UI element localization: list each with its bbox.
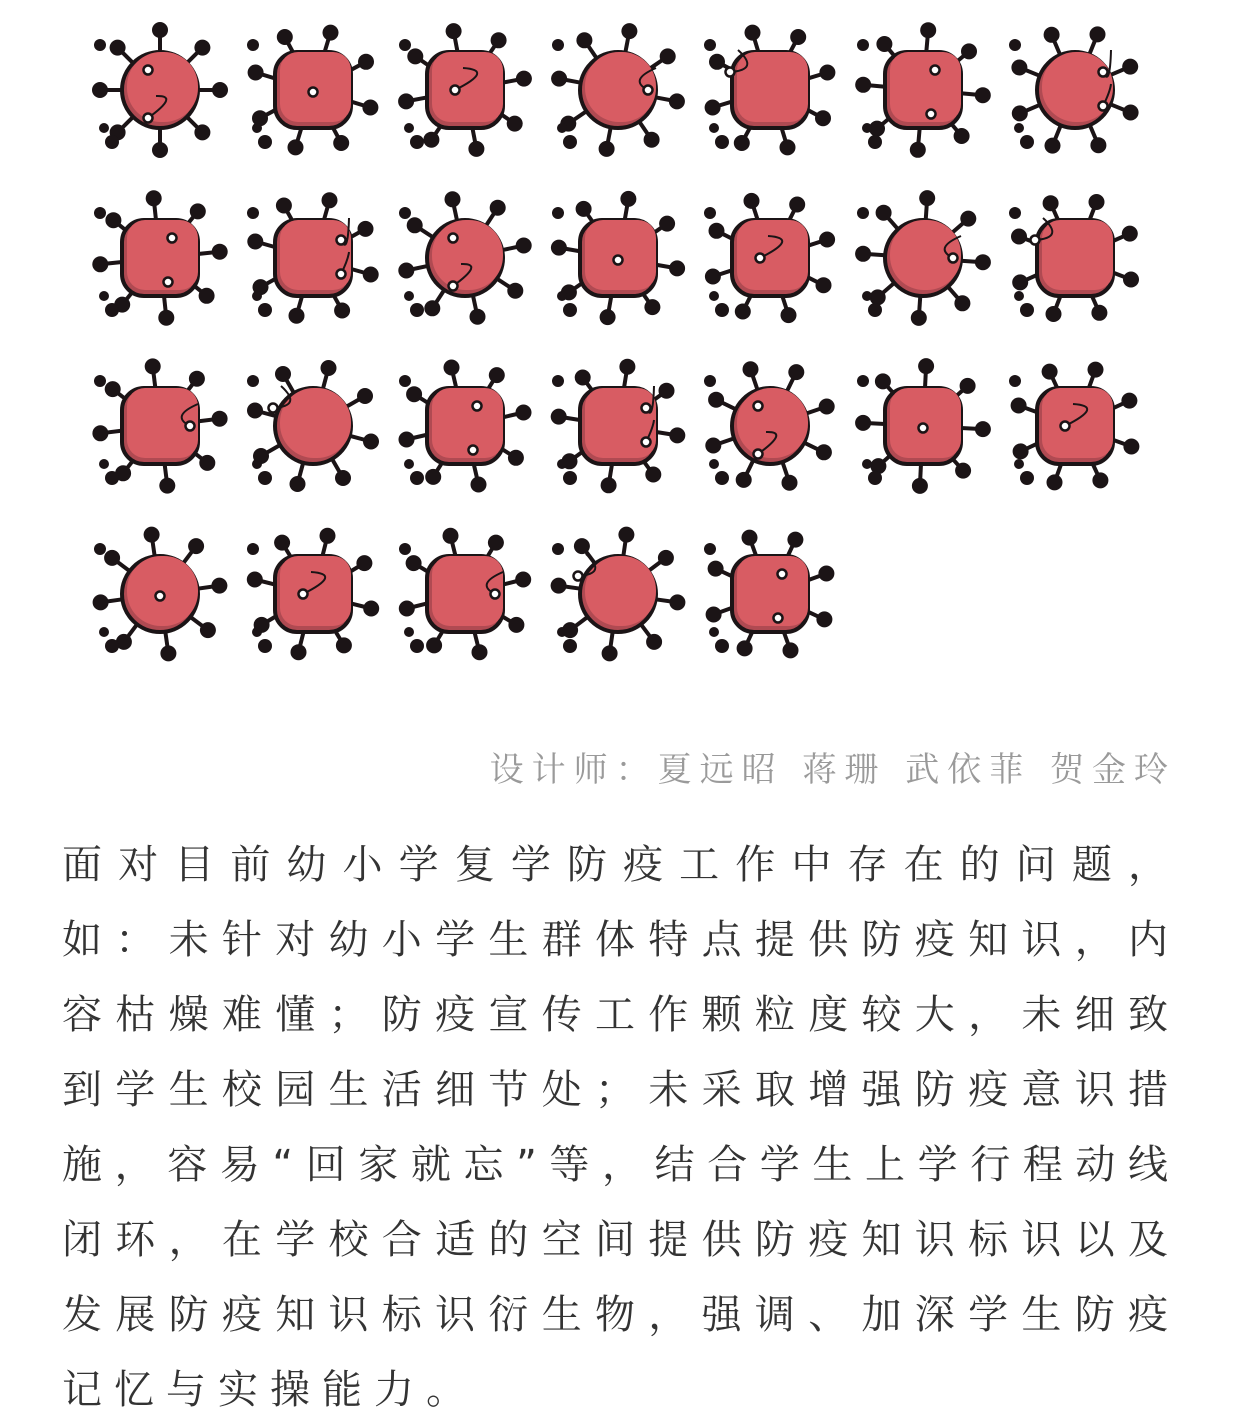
virus-icon	[848, 351, 998, 501]
virus-icon	[238, 351, 388, 501]
virus-icon	[543, 183, 693, 333]
virus-icon	[543, 519, 693, 669]
virus-icon	[238, 183, 388, 333]
virus-icon	[390, 183, 540, 333]
virus-icon	[1000, 15, 1150, 165]
virus-icon	[1000, 183, 1150, 333]
virus-icon	[848, 15, 998, 165]
virus-icon	[390, 15, 540, 165]
virus-icon	[238, 519, 388, 669]
virus-icon	[543, 351, 693, 501]
virus-icon	[85, 183, 235, 333]
virus-icon	[238, 15, 388, 165]
virus-icon	[695, 15, 845, 165]
virus-icon	[85, 15, 235, 165]
virus-icon	[1000, 351, 1150, 501]
virus-icon	[848, 183, 998, 333]
virus-icon	[695, 351, 845, 501]
virus-icon	[85, 351, 235, 501]
virus-icon-grid	[0, 0, 1242, 700]
virus-icon	[85, 519, 235, 669]
virus-icon	[695, 183, 845, 333]
description-paragraph: 面对目前幼小学复学防疫工作中存在的问题，如：未针对幼小学生群体特点提供防疫知识，内容枯燥难懂；防疫宣传工作颗粒度较大，未细致到学生校园生活细节处；未采取增强防疫意识措施，容易“回家就忘”等，结合学生上学行程动线闭环，在学校合适的空间提供防疫知识标识以及发展防疫知识标识衍生物，强调、加深学生防疫记忆与实操能力。	[62, 842, 1180, 1413]
virus-icon	[543, 15, 693, 165]
designer-caption: 设计师：夏远昭 蒋珊 武依菲 贺金玲	[489, 750, 1176, 790]
virus-icon	[390, 351, 540, 501]
virus-icon	[695, 519, 845, 669]
virus-icon	[390, 519, 540, 669]
